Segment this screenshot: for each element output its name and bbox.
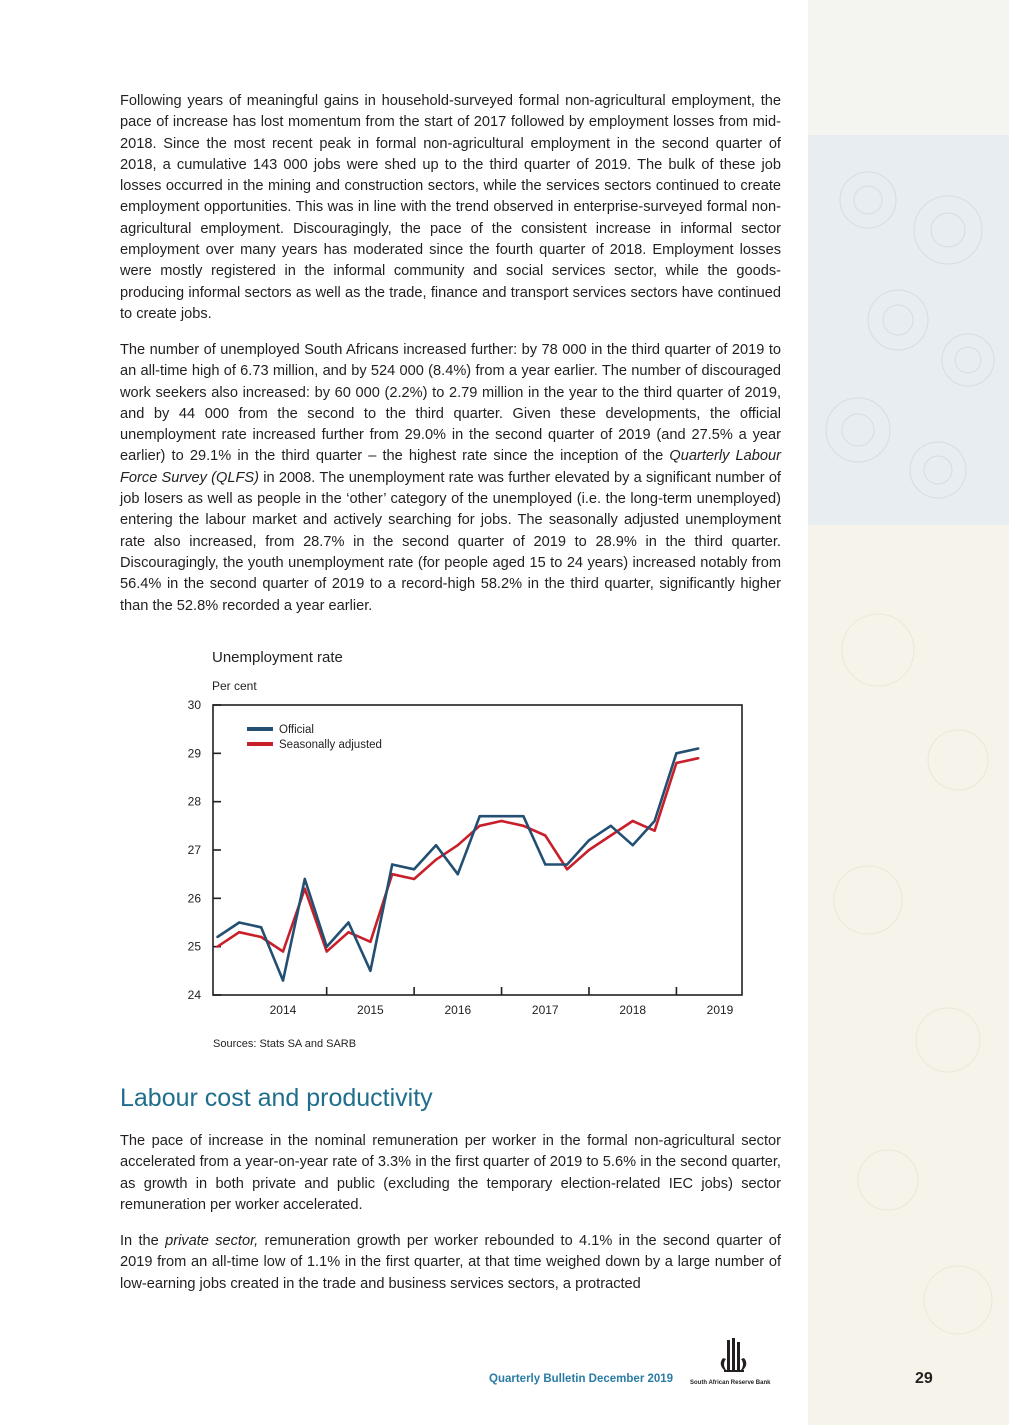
y-tick-label: 29 [187, 746, 201, 761]
paragraph-unemployment-part1: The number of unemployed South Africans increased further: by 78 000 in the third quarter of 2019 to an all-time high of 6.73 million, and by 524 000 (8.4%) from a year earlier. The number of discouraged work seekers also increased: by 60 000 (2.2%) to 2.79 million in the year to the third quarter of 2019, and by 44 000 from the second to the third quarter. Given these developments, the official unemployment rate increased further from 29.0% in the second quarter of 2019 (and 27.5% a year earlier) to 29.1% in the third quarter – the highest rate since the inception of the [120, 342, 781, 465]
data-point-seasonally-adjusted [238, 931, 240, 933]
data-point-official [326, 946, 328, 948]
page-number: 29 [915, 1370, 933, 1387]
data-point-seasonally-adjusted [216, 946, 218, 948]
data-point-seasonally-adjusted [610, 834, 612, 836]
series-lines [216, 747, 699, 981]
data-point-seasonally-adjusted [347, 931, 349, 933]
section-heading: Labour cost and productivity [120, 1084, 433, 1112]
data-point-official [566, 863, 568, 865]
data-point-seasonally-adjusted [588, 849, 590, 851]
chart-source: Sources: Stats SA and SARB [213, 1038, 357, 1050]
paragraph-unemployment-part2: in 2008. The unemployment rate was further elevated by a significant number of job losers as well as people in the ‘other’ category of the unemployed (i.e. the long-term unemployed) entering the labour market and actively searching for jobs. The seasonally adjusted unemployment rate also increased, from 28.7% in the second quarter of 2019 to 28.9% in the third quarter. Discouragingly, the youth unemployment rate (for people aged 15 to 24 years) increased notably from 56.4% in the second quarter of 2019 to a record-high 58.2% in the third quarter, significantly higher than the 52.8% recorded a year earlier. [120, 469, 781, 614]
decorative-side-band [808, 0, 1009, 1425]
data-point-official [304, 878, 306, 880]
footer-bank-name: South African Reserve Bank [690, 1380, 771, 1386]
data-point-seasonally-adjusted [566, 868, 568, 870]
y-tick-label: 24 [187, 988, 201, 1002]
paragraph-private-sector-text [120, 1231, 781, 1295]
data-point-official [216, 936, 218, 938]
unemployment-rate-chart [150, 640, 790, 1060]
private-sector-italic-term: private sector, [165, 1233, 259, 1249]
data-point-official [675, 752, 677, 754]
x-tick-label: 2019 [706, 1003, 734, 1017]
data-point-seasonally-adjusted [479, 825, 481, 827]
data-point-seasonally-adjusted [697, 757, 699, 759]
data-point-official [435, 844, 437, 846]
y-tick-label: 28 [187, 794, 201, 809]
sarb-logo-icon [690, 1336, 782, 1388]
data-point-seasonally-adjusted [675, 762, 677, 764]
data-point-official [632, 844, 634, 846]
x-axis [270, 987, 734, 1017]
paragraph-remuneration [120, 1131, 781, 1216]
data-point-official [653, 820, 655, 822]
data-point-seasonally-adjusted [632, 820, 634, 822]
y-tick-label: 27 [187, 843, 201, 857]
data-point-official [610, 825, 612, 827]
paragraph-employment-text: Following years of meaningful gains in household-surveyed formal non-agricultural employment, the pace of increase has lost momentum from the start of 2017 followed by employment losses from mid-2018. Since the most recent peak in formal non-agricultural employment in the second quarter of 2018, a cumulative 143 000 jobs were shed up to the third quarter of 2019. The bulk of these job losses occurred in the mining and construction sectors, while the services sectors continued to create employment opportunities. This was in line with the trend observed in enterprise-surveyed formal non-agricultural employment. Discouragingly, the pace of the consistent increase in informal sector employment over many years has moderated since the fourth quarter of 2018. Employment losses were mostly registered in the informal community and social services sector, while the goods-producing informal sectors as well as the trade, finance and transport services sectors have continued to create jobs. [120, 93, 781, 322]
side-band-pattern [808, 0, 1009, 1425]
chart-ylabel: Per cent [212, 679, 257, 693]
data-point-official [347, 921, 349, 923]
series-line-official [217, 749, 698, 981]
data-point-seasonally-adjusted [522, 825, 524, 827]
data-point-official [500, 815, 502, 817]
y-tick-label: 30 [187, 698, 201, 712]
series-line-seasonally-adjusted [217, 758, 698, 951]
data-point-seasonally-adjusted [653, 830, 655, 832]
y-axis [188, 698, 221, 1002]
chart-svg [150, 640, 790, 1060]
legend-label-official: Official [279, 724, 314, 736]
data-point-official [260, 926, 262, 928]
data-point-seasonally-adjusted [457, 844, 459, 846]
data-point-seasonally-adjusted [326, 950, 328, 952]
paragraph-unemployment-text [120, 340, 781, 617]
data-point-seasonally-adjusted [260, 936, 262, 938]
y-tick-label: 25 [187, 939, 201, 954]
data-point-official [522, 815, 524, 817]
data-point-official [479, 815, 481, 817]
paragraph-remuneration-text: The pace of increase in the nominal remuneration per worker in the formal non-agricultural sector accelerated from a year-on-year rate of 3.3% in the first quarter of 2019 to 5.6% in the second quarter, as growth in both private and public (excluding the temporary election-related IEC jobs) sector remuneration per worker accelerated. [120, 1133, 781, 1213]
data-point-official [588, 839, 590, 841]
legend-swatch-official [247, 727, 273, 731]
data-point-seasonally-adjusted [435, 859, 437, 861]
data-point-official [282, 979, 284, 981]
legend-label-seasonally-adjusted: Seasonally adjusted [279, 739, 382, 751]
x-tick-label: 2015 [357, 1003, 384, 1017]
paragraph-employment [120, 91, 781, 325]
y-tick-label: 26 [187, 891, 201, 906]
x-tick-label: 2018 [619, 1003, 647, 1017]
data-point-official [544, 863, 546, 865]
chart-title: Unemployment rate [212, 649, 343, 666]
data-point-official [391, 863, 393, 865]
data-point-official [457, 873, 459, 875]
data-point-official [238, 921, 240, 923]
x-tick-label: 2016 [444, 1003, 472, 1017]
data-point-official [413, 868, 415, 870]
data-point-official [369, 970, 371, 972]
paragraph-private-sector-part1: In the [120, 1233, 166, 1249]
paragraph-private-sector-part2: remuneration growth per worker rebounded to 4.1% in the second quarter of 2019 from an all-time low of 1.1% in the first quarter, at that time weighed down by a large number of low-earning jobs created in the trade and business services sectors, a protracted [120, 1233, 781, 1292]
data-point-seasonally-adjusted [544, 834, 546, 836]
x-tick-label: 2014 [269, 1003, 297, 1017]
data-point-seasonally-adjusted [500, 820, 502, 822]
paragraph-private-sector [120, 1231, 781, 1295]
sarb-logo-mark [690, 1336, 782, 1388]
data-point-seasonally-adjusted [413, 878, 415, 880]
qlfs-italic-term: Quarterly Labour Force Survey (QLFS) [120, 448, 781, 486]
data-point-seasonally-adjusted [282, 950, 284, 952]
data-point-seasonally-adjusted [369, 941, 371, 943]
legend-swatch-seasonally-adjusted [247, 742, 273, 746]
paragraph-unemployment [120, 340, 781, 617]
chart-legend [247, 724, 382, 751]
x-tick-label: 2017 [531, 1003, 559, 1017]
footer-title: Quarterly Bulletin December 2019 [489, 1373, 674, 1385]
data-point-official [697, 747, 699, 749]
